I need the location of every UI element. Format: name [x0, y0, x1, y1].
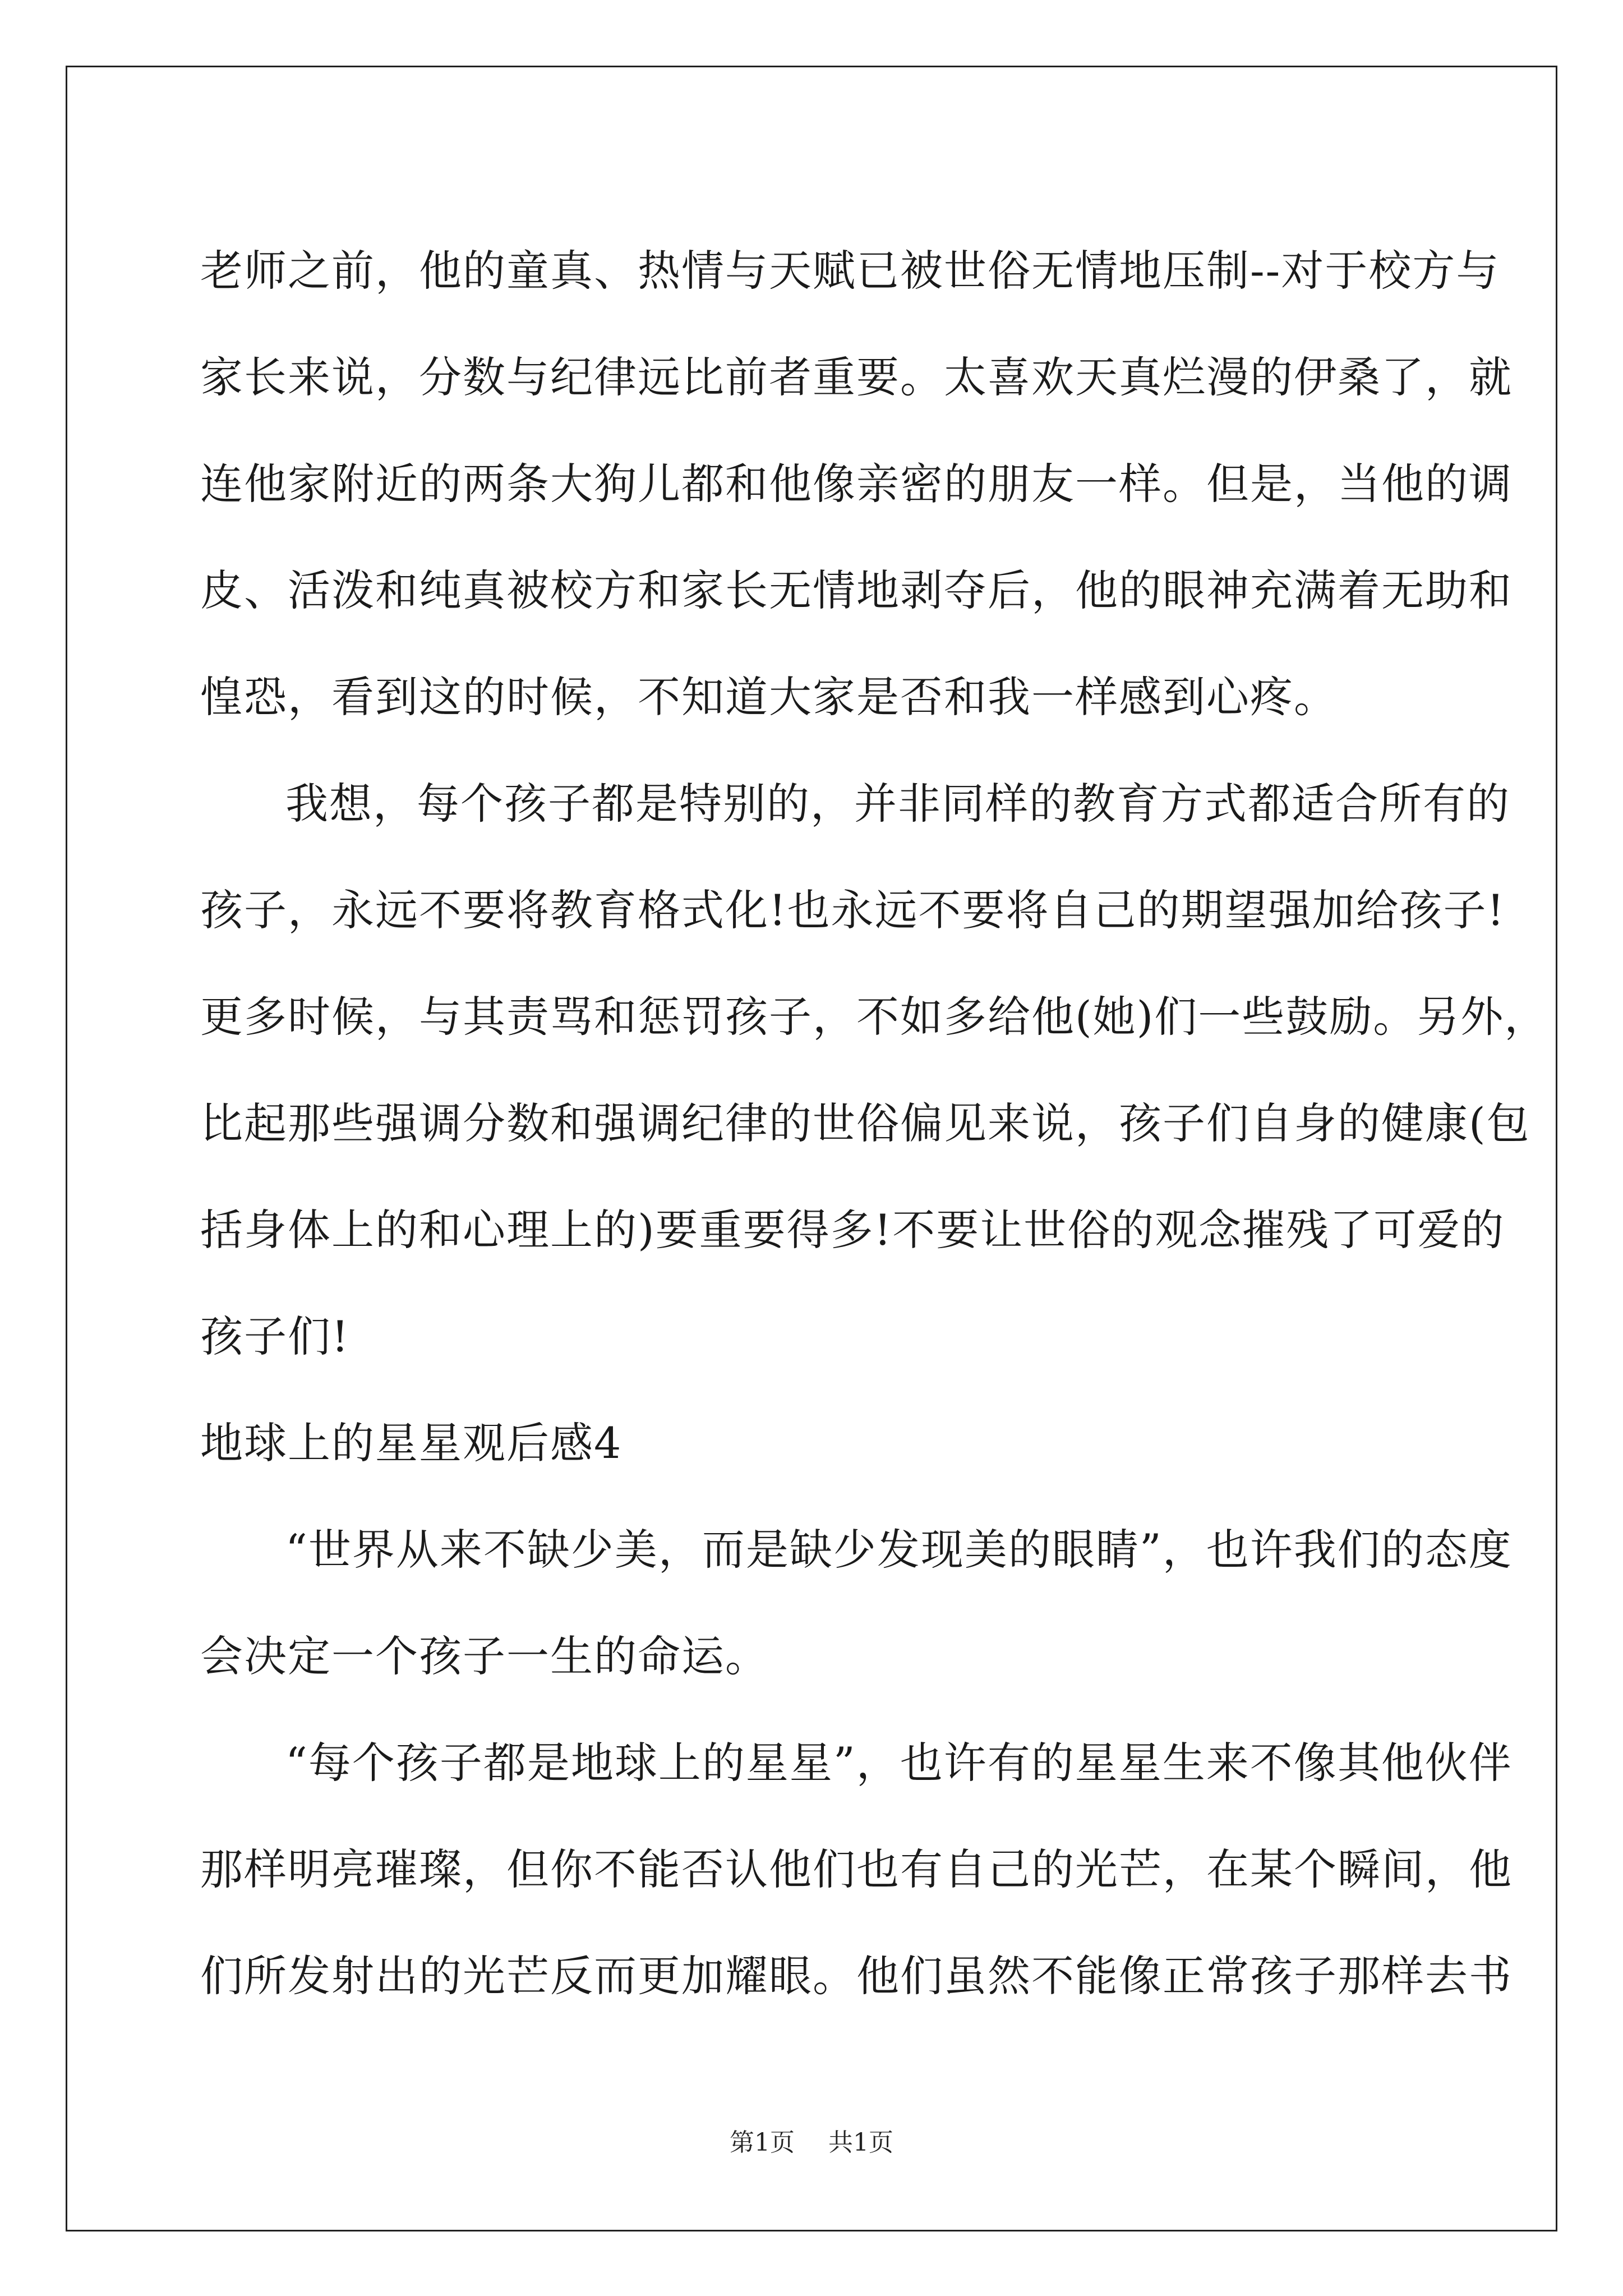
text-line: 括身体上的和心理上的)要重要得多!不要让世俗的观念摧残了可爱的 [200, 1205, 1505, 1255]
section-heading: 地球上的星星观后感4 [200, 1418, 623, 1468]
text-line: 那样明亮璀璨，但你不能否认他们也有自己的光芒，在某个瞬间，他 [200, 1844, 1513, 1894]
text-line: “世界从来不缺少美，而是缺少发现美的眼睛”，也许我们的态度 [285, 1525, 1513, 1575]
text-line: 孩子，永远不要将教育格式化!也永远不要将自己的期望强加给孩子! [200, 885, 1506, 935]
text-line: “每个孩子都是地球上的星星”，也许有的星星生来不像其他伙伴 [285, 1738, 1513, 1788]
text-line: 家长来说，分数与纪律远比前者重要。太喜欢天真烂漫的伊桑了，就 [200, 352, 1513, 402]
text-line: 们所发射出的光芒反而更加耀眼。他们虽然不能像正常孩子那样去书 [200, 1951, 1513, 2001]
page-number-total: 共1页 [828, 2128, 893, 2157]
text-line: 皮、活泼和纯真被校方和家长无情地剥夺后，他的眼神充满着无助和 [200, 565, 1513, 615]
text-line: 惶恐，看到这的时候，不知道大家是否和我一样感到心疼。 [200, 672, 1338, 722]
text-line: 比起那些强调分数和强调纪律的世俗偏见来说，孩子们自身的健康(包 [200, 1098, 1530, 1148]
page-number-current: 第1页 [730, 2128, 795, 2157]
document-body [200, 218, 1548, 2030]
text-line: 会决定一个孩子一生的命运。 [200, 1631, 769, 1681]
text-line: 我想，每个孩子都是特别的，并非同样的教育方式都适合所有的 [285, 779, 1510, 829]
page-footer [0, 2126, 1623, 2160]
text-line: 老师之前，他的童真、热情与天赋已被世俗无情地压制--对于校方与 [200, 246, 1500, 296]
text-line: 更多时候，与其责骂和惩罚孩子，不如多给他(她)们一些鼓励。另外， [200, 992, 1548, 1042]
text-line: 孩子们! [200, 1312, 350, 1361]
text-line: 连他家附近的两条大狗儿都和他像亲密的朋友一样。但是，当他的调 [200, 459, 1513, 509]
